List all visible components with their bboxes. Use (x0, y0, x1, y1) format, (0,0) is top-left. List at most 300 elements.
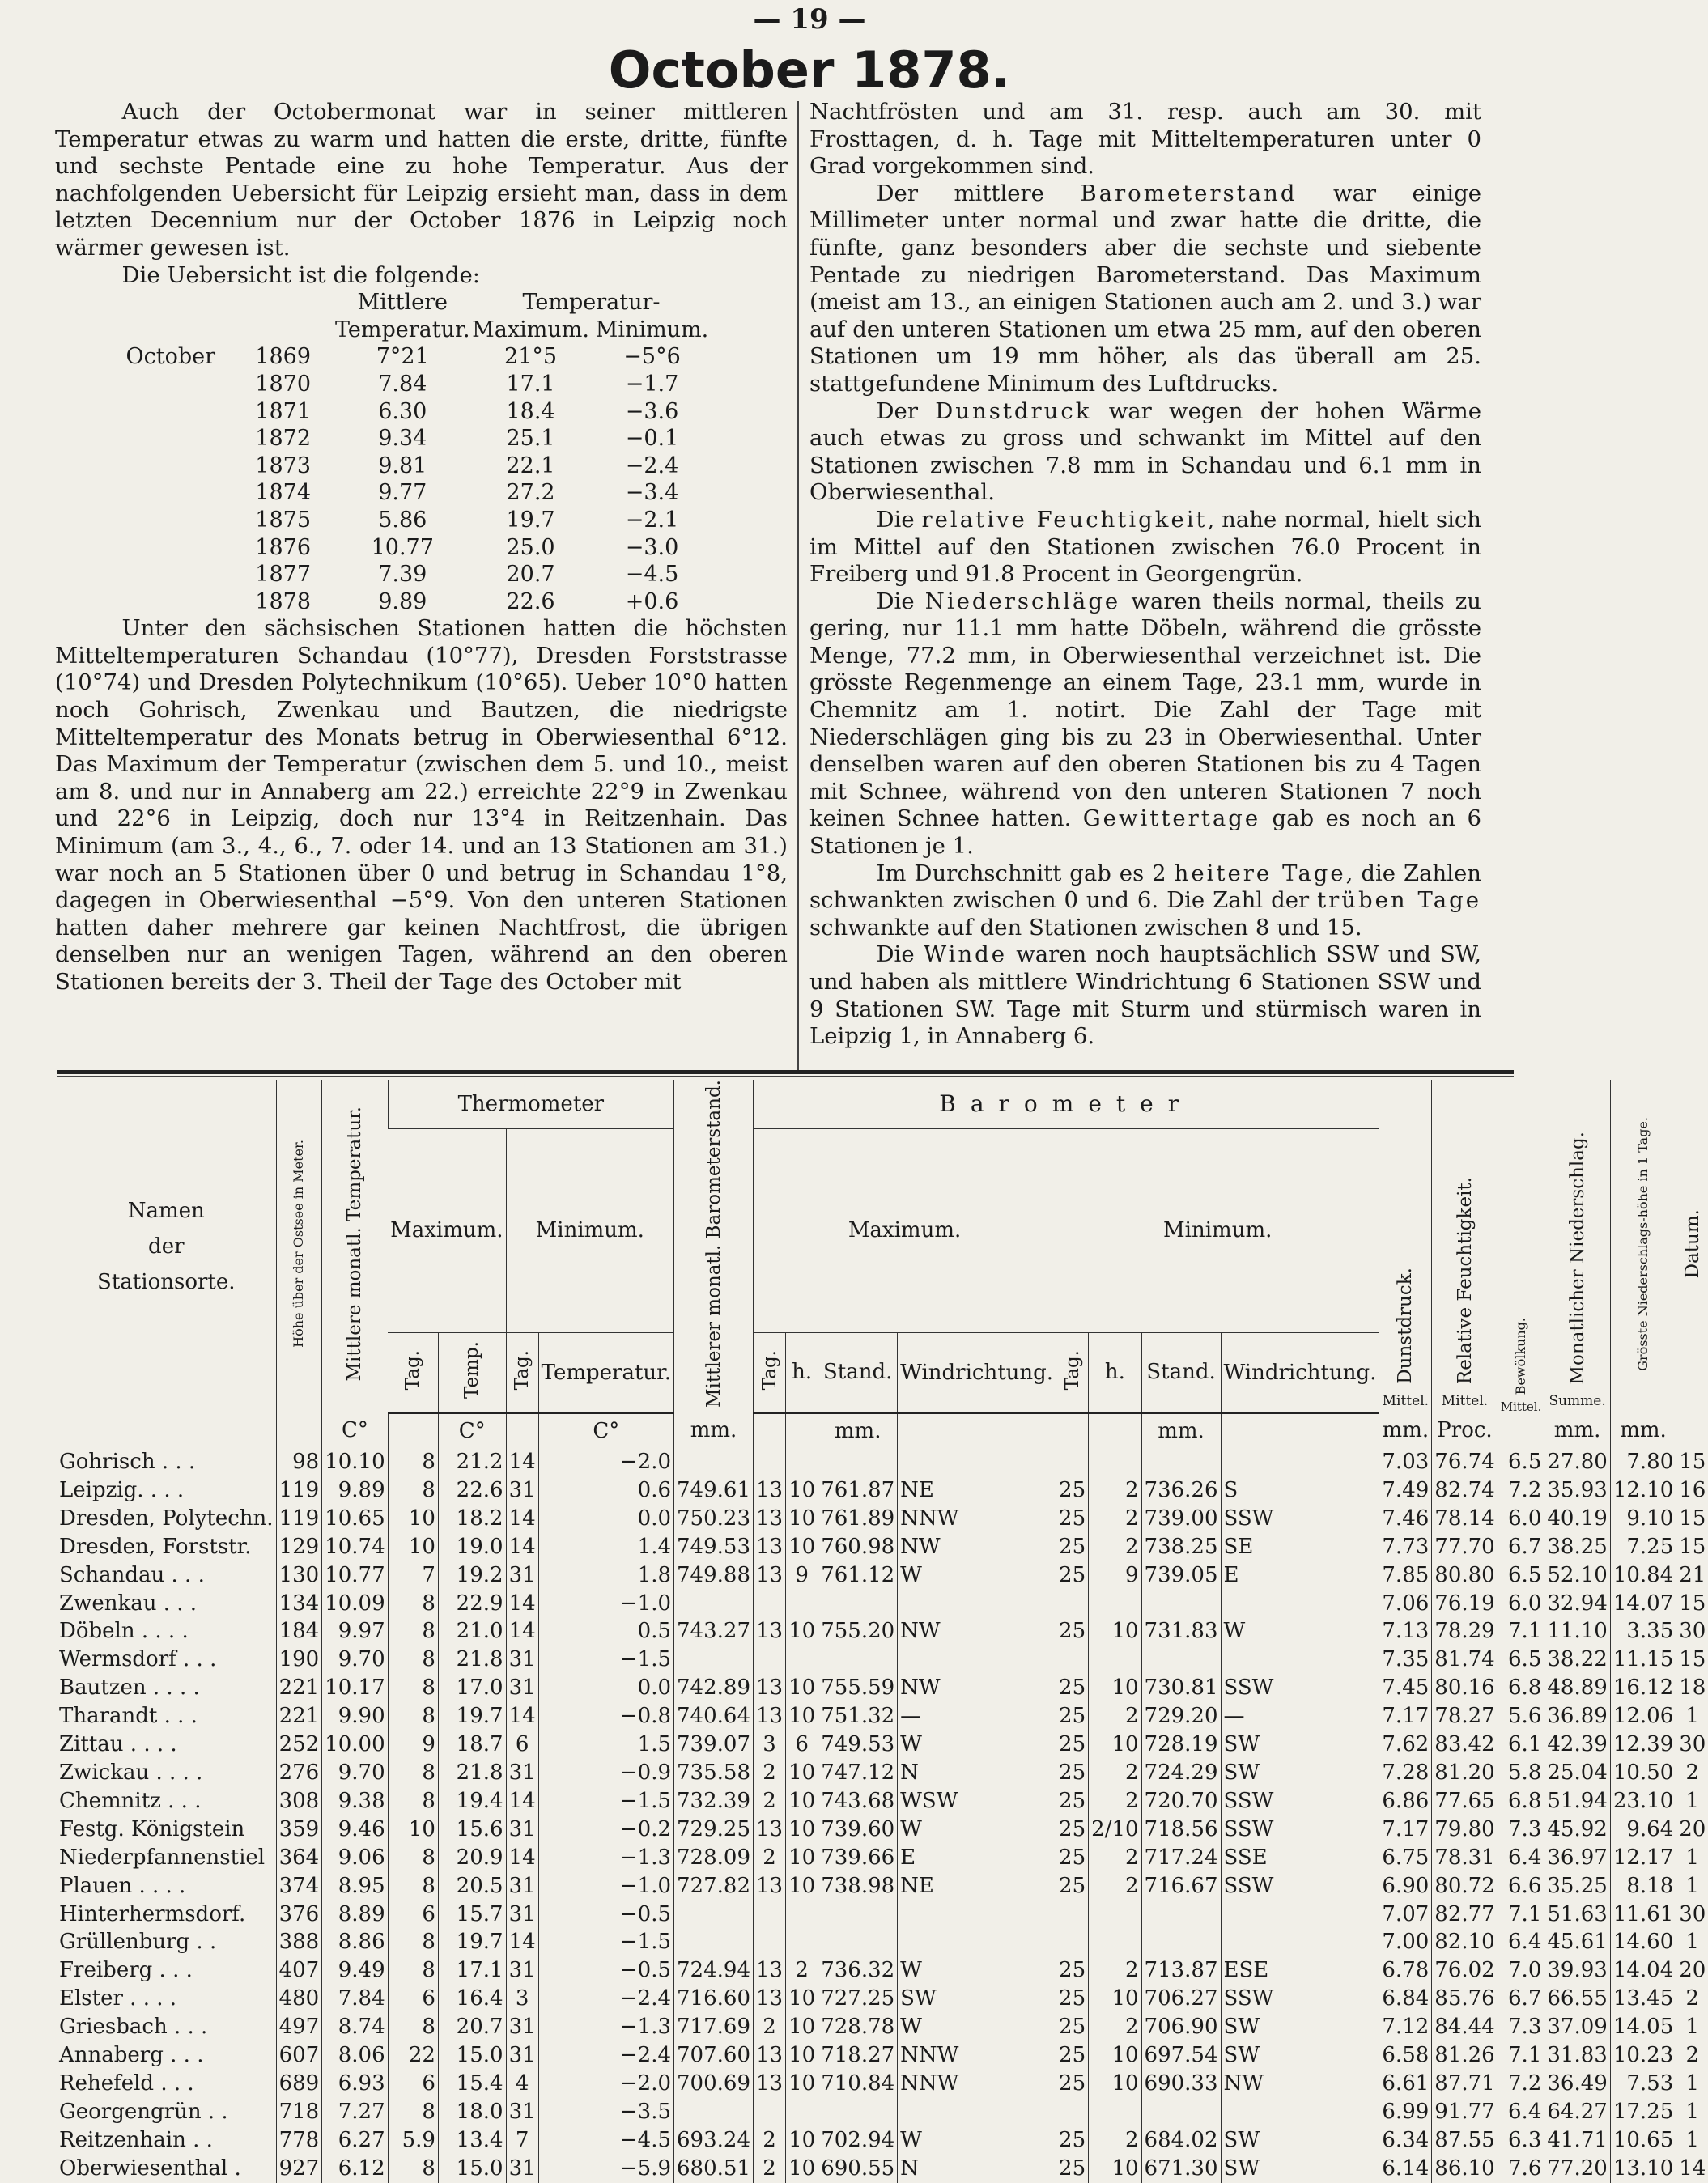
summary-max: 21°5 (504, 344, 558, 370)
cell-bew: 6.4 (1498, 2098, 1544, 2126)
cell-bminw: SW (1221, 1759, 1379, 1787)
cell-dat: 1 (1676, 2126, 1708, 2155)
cell-dunst: 7.28 (1379, 1759, 1432, 1787)
header-station-names (57, 1080, 276, 1413)
cell-t: 9.89 (322, 1476, 388, 1505)
table-row (57, 2098, 1708, 2126)
summary-head-mittlere: Mittlere (357, 290, 448, 316)
cell-mint: −0.5 (538, 1956, 673, 1985)
cell-rel: 81.26 (1432, 2041, 1498, 2070)
cell-bmin (1141, 1928, 1221, 1956)
cell-rel: 82.10 (1432, 1928, 1498, 1956)
table-row (57, 2155, 1708, 2183)
cell-bmin: 684.02 (1141, 2126, 1221, 2155)
cell-bmin: 724.29 (1141, 1759, 1221, 1787)
cell-bmax: 690.55 (818, 2155, 898, 2183)
cell-bmax: 755.59 (818, 1674, 898, 1702)
cell-mind: 14 (506, 1590, 538, 1618)
summary-label (62, 371, 222, 398)
cell-bmaxd: 13 (754, 1985, 786, 2013)
cell-bmax: 739.66 (818, 1844, 898, 1872)
cell-bmin (1141, 1448, 1221, 1476)
cell-bar: 743.27 (674, 1617, 754, 1646)
cell-maxt: 20.7 (438, 2013, 506, 2041)
summary-max: 22.1 (506, 452, 555, 478)
cell-bmaxh: 10 (786, 1816, 818, 1844)
cell-gr: 8.18 (1610, 1872, 1676, 1901)
summary-row (62, 561, 713, 588)
cell-nied: 35.25 (1544, 1872, 1610, 1901)
cell-bminw: W (1221, 1617, 1379, 1646)
table-top-rule (57, 1070, 1514, 1074)
cell-mind: 31 (506, 2155, 538, 2183)
cell-bmaxd: 13 (754, 1956, 786, 1985)
cell-h: 184 (276, 1617, 322, 1646)
cell-bmax: 761.87 (818, 1476, 898, 1505)
cell-bminw (1221, 1901, 1379, 1929)
cell-bmin: 706.90 (1141, 2013, 1221, 2041)
summary-label (62, 425, 222, 452)
unit-feucht: Proc. (1432, 1413, 1498, 1448)
summary-mean: 6.30 (378, 398, 427, 424)
keyword-niederschlaege: Niederschläge (924, 588, 1121, 614)
cell-bmind (1056, 2098, 1089, 2126)
cell-bminh: 10 (1089, 1674, 1141, 1702)
cell-bew: 7.1 (1498, 1901, 1544, 1929)
cell-maxt: 15.7 (438, 1901, 506, 1929)
cell-name: Zwickau . . . . (59, 1760, 203, 1785)
summary-min: −3.0 (625, 534, 679, 560)
cell-bmaxh: 9 (786, 1561, 818, 1590)
left-paragraph-2: Die Uebersicht ist die folgende: (121, 261, 481, 288)
cell-name: Zwenkau . . . (59, 1591, 198, 1616)
cell-bmax: 702.94 (818, 2126, 898, 2155)
cell-rel: 78.31 (1432, 1844, 1498, 1872)
cell-gr: 10.84 (1610, 1561, 1676, 1590)
header-thermo-minimum: Minimum. (506, 1129, 673, 1333)
cell-dat: 1 (1676, 1844, 1708, 1872)
cell-bmaxh: 2 (786, 1956, 818, 1985)
cell-nied: 36.49 (1544, 2070, 1610, 2098)
header-barometer: Barometer (754, 1080, 1379, 1129)
summary-max: 27.2 (506, 480, 555, 506)
cell-bmaxh: 10 (786, 2041, 818, 2070)
cell-gr: 16.12 (1610, 1674, 1676, 1702)
cell-rel: 78.27 (1432, 1702, 1498, 1731)
summary-mean: 9.34 (378, 426, 427, 452)
cell-bminh: 10 (1089, 1731, 1141, 1759)
cell-bew: 6.5 (1498, 1448, 1544, 1476)
cell-name: Leipzig. . . . (59, 1477, 185, 1502)
cell-maxd: 22 (388, 2041, 438, 2070)
cell-dunst: 7.45 (1379, 1674, 1432, 1702)
summary-min: −2.4 (625, 452, 679, 478)
cell-bminw: SSE (1221, 1844, 1379, 1872)
cell-name: Bautzen . . . . (59, 1675, 200, 1701)
cell-h: 927 (276, 2155, 322, 2183)
cell-t: 6.93 (322, 2070, 388, 2098)
keyword-winde: Winde (923, 941, 1007, 968)
cell-t: 8.95 (322, 1872, 388, 1901)
station-data-table (57, 1080, 1708, 2183)
cell-nied: 77.20 (1544, 2155, 1610, 2183)
table-row (57, 1956, 1708, 1985)
cell-bminw (1221, 1646, 1379, 1674)
cell-t: 10.65 (322, 1505, 388, 1533)
summary-label (62, 479, 222, 507)
cell-nied: 35.93 (1544, 1476, 1610, 1505)
cell-dat: 1 (1676, 1872, 1708, 1901)
cell-bmaxd (754, 1448, 786, 1476)
cell-bew: 6.0 (1498, 1590, 1544, 1618)
cell-bmax: 761.89 (818, 1505, 898, 1533)
cell-maxt: 19.2 (438, 1561, 506, 1590)
cell-bmaxd: 2 (754, 1787, 786, 1816)
cell-bmin: 718.56 (1141, 1816, 1221, 1844)
cell-bmaxw (898, 1646, 1056, 1674)
cell-name: Dresden, Forststr. (59, 1534, 252, 1559)
cell-bmaxw: E (898, 1844, 1056, 1872)
cell-bmind: 25 (1056, 1985, 1089, 2013)
cell-rel: 76.02 (1432, 1956, 1498, 1985)
cell-maxd: 10 (388, 1816, 438, 1844)
cell-bminw: S (1221, 1476, 1379, 1505)
cell-mint: 0.0 (538, 1674, 673, 1702)
cell-mint: 1.4 (538, 1533, 673, 1561)
cell-bminh (1089, 2098, 1141, 2126)
table-row (57, 2013, 1708, 2041)
cell-mint: −1.3 (538, 2013, 673, 2041)
summary-label (62, 534, 222, 562)
cell-bew: 6.8 (1498, 1674, 1544, 1702)
cell-maxd: 8 (388, 1448, 438, 1476)
cell-bmax: 739.60 (818, 1816, 898, 1844)
cell-dunst: 7.12 (1379, 2013, 1432, 2041)
cell-bmaxd: 13 (754, 2041, 786, 2070)
cell-maxt: 18.7 (438, 1731, 506, 1759)
cell-bmind (1056, 1901, 1089, 1929)
header-thermo-maximum: Maximum. (388, 1129, 506, 1333)
cell-nied: 38.22 (1544, 1646, 1610, 1674)
summary-head-max: Maximum. (472, 316, 589, 342)
summary-min: −4.5 (625, 562, 679, 588)
cell-bmaxh: 10 (786, 1505, 818, 1533)
cell-dat: 30 (1676, 1731, 1708, 1759)
cell-bmaxw: W (898, 1731, 1056, 1759)
cell-bmaxh: 10 (786, 1674, 818, 1702)
header-min-temperatur: Temperatur. (538, 1332, 673, 1413)
cell-maxd: 8 (388, 1702, 438, 1731)
cell-bmaxw (898, 1928, 1056, 1956)
cell-bmin: 728.19 (1141, 1731, 1221, 1759)
cell-mind: 14 (506, 1448, 538, 1476)
summary-head-mean: Temperatur. (335, 316, 470, 342)
summary-min: −3.4 (625, 480, 679, 506)
cell-maxd: 8 (388, 1872, 438, 1901)
cell-dat: 1 (1676, 2013, 1708, 2041)
cell-bmaxh (786, 1646, 818, 1674)
cell-bmaxh (786, 1928, 818, 1956)
summary-row (62, 452, 713, 480)
header-bmin-tag: Tag. (1056, 1332, 1089, 1413)
cell-nied: 66.55 (1544, 1985, 1610, 2013)
cell-bmin: 716.67 (1141, 1872, 1221, 1901)
cell-bmind (1056, 1928, 1089, 1956)
cell-maxt: 21.0 (438, 1617, 506, 1646)
cell-bmaxh: 6 (786, 1731, 818, 1759)
right-paragraph-7: Die Winde waren noch hauptsächlich SSW und SW, und haben als mittlere Windrichtung 6 Stationen SSW und 9 Stationen SW. Tage mit Sturm und stürmisch waren in Leipzig 1, in Annaberg 6. (809, 941, 1482, 1050)
keyword-heitere-tage: heitere Tage (1174, 860, 1346, 886)
cell-mind: 6 (506, 1731, 538, 1759)
cell-maxd: 8 (388, 2013, 438, 2041)
cell-bar: 700.69 (674, 2070, 754, 2098)
cell-h: 689 (276, 2070, 322, 2098)
cell-mind: 31 (506, 2098, 538, 2126)
cell-h: 276 (276, 1759, 322, 1787)
cell-bmaxh: 10 (786, 1617, 818, 1646)
cell-gr: 13.45 (1610, 1985, 1676, 2013)
cell-bar (674, 1901, 754, 1929)
cell-rel: 91.77 (1432, 2098, 1498, 2126)
cell-bmin: 739.00 (1141, 1505, 1221, 1533)
cell-bmin: 671.30 (1141, 2155, 1221, 2183)
summary-year: 1878 (255, 588, 311, 614)
cell-bmin (1141, 1646, 1221, 1674)
cell-name: Annaberg . . . (59, 2043, 204, 2068)
cell-dunst: 7.07 (1379, 1901, 1432, 1929)
table-row (57, 1476, 1708, 1505)
summary-max: 17.1 (506, 371, 555, 397)
unit-bmax: mm. (818, 1413, 898, 1448)
cell-dunst: 7.06 (1379, 1590, 1432, 1618)
cell-h: 376 (276, 1901, 322, 1929)
table-row (57, 1617, 1708, 1646)
cell-bew: 6.5 (1498, 1646, 1544, 1674)
right-paragraph-6: Im Durchschnitt gab es 2 heitere Tage, die Zahlen schwankten zwischen 0 und 6. Die Zahl der trüben Tage schwankte auf den Stationen zwischen 8 und 15. (809, 860, 1481, 941)
cell-mint: −4.5 (538, 2126, 673, 2155)
cell-bew: 7.0 (1498, 1956, 1544, 1985)
table-row (57, 1674, 1708, 1702)
cell-bminh (1089, 1590, 1141, 1618)
cell-bmax: 710.84 (818, 2070, 898, 2098)
cell-dat: 1 (1676, 2098, 1708, 2126)
cell-bmaxw: N (898, 1759, 1056, 1787)
cell-rel: 76.19 (1432, 1590, 1498, 1618)
cell-t: 9.90 (322, 1702, 388, 1731)
cell-t: 6.27 (322, 2126, 388, 2155)
cell-h: 119 (276, 1476, 322, 1505)
cell-bar (674, 1590, 754, 1618)
cell-maxd: 10 (388, 1533, 438, 1561)
unit-dunst: mm. (1379, 1413, 1432, 1448)
cell-bew: 6.7 (1498, 1533, 1544, 1561)
summary-label (62, 507, 222, 534)
cell-gr: 11.15 (1610, 1646, 1676, 1674)
cell-bew: 6.7 (1498, 1985, 1544, 2013)
header-thermometer: Thermometer (388, 1080, 673, 1129)
unit-bmin: mm. (1141, 1413, 1221, 1448)
cell-bmind: 25 (1056, 1956, 1089, 1985)
cell-bmaxh: 10 (786, 1787, 818, 1816)
table-row (57, 1759, 1708, 1787)
cell-bew: 6.8 (1498, 1787, 1544, 1816)
cell-bmax (818, 1901, 898, 1929)
cell-bmax: 718.27 (818, 2041, 898, 2070)
cell-dat: 2 (1676, 2041, 1708, 2070)
cell-bmaxd: 13 (754, 1702, 786, 1731)
cell-bmaxw (898, 2098, 1056, 2126)
unit-groesste: mm. (1610, 1413, 1676, 1448)
cell-bmaxd: 13 (754, 1674, 786, 1702)
cell-maxd: 8 (388, 2098, 438, 2126)
cell-name: Chemnitz . . . (59, 1788, 202, 1813)
cell-bmind: 25 (1056, 2126, 1089, 2155)
cell-mind: 4 (506, 2070, 538, 2098)
table-row (57, 1731, 1708, 1759)
cell-h: 130 (276, 1561, 322, 1590)
cell-bmaxd: 13 (754, 1533, 786, 1561)
cell-bar (674, 1448, 754, 1476)
keyword-gewittertage: Gewittertage (1082, 805, 1261, 832)
cell-bminh: 2 (1089, 1702, 1141, 1731)
cell-bmaxd: 2 (754, 2013, 786, 2041)
cell-bmaxw: NW (898, 1533, 1056, 1561)
cell-gr: 12.06 (1610, 1702, 1676, 1731)
cell-mint: 1.5 (538, 1731, 673, 1759)
cell-name: Festg. Königstein (59, 1816, 245, 1841)
cell-gr: 9.10 (1610, 1505, 1676, 1533)
cell-bmind: 25 (1056, 1759, 1089, 1787)
cell-bmind: 25 (1056, 2013, 1089, 2041)
cell-bmin (1141, 2098, 1221, 2126)
cell-maxd: 9 (388, 1731, 438, 1759)
cell-maxt: 18.2 (438, 1505, 506, 1533)
right-paragraph-1: Nachtfrösten und am 31. resp. auch am 30. mit Frosttagen, d. h. Tage mit Mitteltemperaturen unter 0 Grad vorgekommen sind. (809, 99, 1481, 180)
cell-bminh: 2 (1089, 1759, 1141, 1787)
cell-h: 119 (276, 1505, 322, 1533)
cell-bmind: 25 (1056, 1476, 1089, 1505)
table-row (57, 1844, 1708, 1872)
keyword-feuchtigkeit: relative Feuchtigkeit (921, 506, 1208, 533)
cell-h: 98 (276, 1448, 322, 1476)
cell-bmind (1056, 1646, 1089, 1674)
cell-gr: 7.80 (1610, 1448, 1676, 1476)
summary-row (62, 507, 713, 534)
cell-nied: 11.10 (1544, 1617, 1610, 1646)
cell-mind: 14 (506, 1617, 538, 1646)
summary-label (62, 588, 222, 616)
cell-bmind: 25 (1056, 1533, 1089, 1561)
summary-year: 1869 (255, 344, 311, 370)
cell-gr: 13.10 (1610, 2155, 1676, 2183)
cell-h: 497 (276, 2013, 322, 2041)
cell-name: Schandau . . . (59, 1562, 205, 1587)
summary-row (62, 371, 713, 398)
cell-gr: 11.61 (1610, 1901, 1676, 1929)
cell-bmaxw: W (898, 1816, 1056, 1844)
cell-bmaxd: 13 (754, 1617, 786, 1646)
summary-year: 1875 (255, 507, 311, 533)
cell-mind: 3 (506, 1985, 538, 2013)
cell-t: 9.06 (322, 1844, 388, 1872)
cell-bew: 7.2 (1498, 1476, 1544, 1505)
cell-bar: 749.53 (674, 1533, 754, 1561)
cell-name: Plauen . . . . (59, 1873, 186, 1898)
header-bmax-stand: Stand. (818, 1332, 898, 1413)
cell-rel: 77.70 (1432, 1533, 1498, 1561)
cell-bminh: 2 (1089, 1956, 1141, 1985)
cell-gr: 12.10 (1610, 1476, 1676, 1505)
summary-min: +0.6 (625, 588, 679, 614)
cell-maxt: 16.4 (438, 1985, 506, 2013)
cell-bmind (1056, 1448, 1089, 1476)
cell-bmaxh (786, 1448, 818, 1476)
cell-dunst: 7.17 (1379, 1702, 1432, 1731)
cell-bminw: SSW (1221, 1505, 1379, 1533)
header-namen: Namen (127, 1199, 205, 1223)
cell-bminw: SW (1221, 2126, 1379, 2155)
header-hoehe: Höhe über der Ostsee in Meter. (276, 1080, 322, 1413)
cell-bmaxw: W (898, 1561, 1056, 1590)
cell-bmax: 727.25 (818, 1985, 898, 2013)
cell-dat: 2 (1676, 1985, 1708, 2013)
cell-bmax: 760.98 (818, 1533, 898, 1561)
cell-mint: −2.0 (538, 1448, 673, 1476)
cell-bminh: 2 (1089, 1533, 1141, 1561)
column-divider (797, 101, 799, 1072)
cell-bew: 7.3 (1498, 1816, 1544, 1844)
cell-bminh (1089, 1928, 1141, 1956)
cell-rel: 81.20 (1432, 1759, 1498, 1787)
cell-maxt: 19.7 (438, 1702, 506, 1731)
cell-dat: 14 (1676, 2155, 1708, 2183)
cell-bminw: SSW (1221, 1872, 1379, 1901)
cell-bminh (1089, 1448, 1141, 1476)
cell-gr: 3.35 (1610, 1617, 1676, 1646)
cell-bmin: 738.25 (1141, 1533, 1221, 1561)
cell-bminh: 10 (1089, 2155, 1141, 2183)
cell-bmax (818, 1448, 898, 1476)
cell-name: Rehefeld . . . (59, 2070, 194, 2096)
cell-bmaxw: W (898, 2126, 1056, 2155)
cell-h: 374 (276, 1872, 322, 1901)
table-row (57, 1928, 1708, 1956)
cell-bmaxw (898, 1590, 1056, 1618)
cell-name: Griesbach . . . (59, 2015, 208, 2040)
cell-maxt: 13.4 (438, 2126, 506, 2155)
cell-maxt: 15.0 (438, 2155, 506, 2183)
cell-bmaxw: W (898, 1956, 1056, 1985)
cell-nied: 41.71 (1544, 2126, 1610, 2155)
unit-temp: C° (322, 1413, 388, 1448)
cell-mind: 31 (506, 1646, 538, 1674)
header-bmin-stand: Stand. (1141, 1332, 1221, 1413)
cell-bar: 740.64 (674, 1702, 754, 1731)
cell-bmaxw: NE (898, 1872, 1056, 1901)
cell-bmaxd: 3 (754, 1731, 786, 1759)
cell-t: 10.09 (322, 1590, 388, 1618)
unit-max-temp: C° (438, 1413, 506, 1448)
cell-bmind: 25 (1056, 2155, 1089, 2183)
cell-dat: 2 (1676, 1759, 1708, 1787)
cell-bmind: 25 (1056, 1617, 1089, 1646)
cell-nied: 31.83 (1544, 2041, 1610, 2070)
cell-bmaxh: 10 (786, 2013, 818, 2041)
header-bmin-wind: Windrichtung. (1221, 1332, 1379, 1413)
cell-bminw: ESE (1221, 1956, 1379, 1985)
cell-dunst: 6.58 (1379, 2041, 1432, 2070)
cell-mind: 31 (506, 1956, 538, 1985)
